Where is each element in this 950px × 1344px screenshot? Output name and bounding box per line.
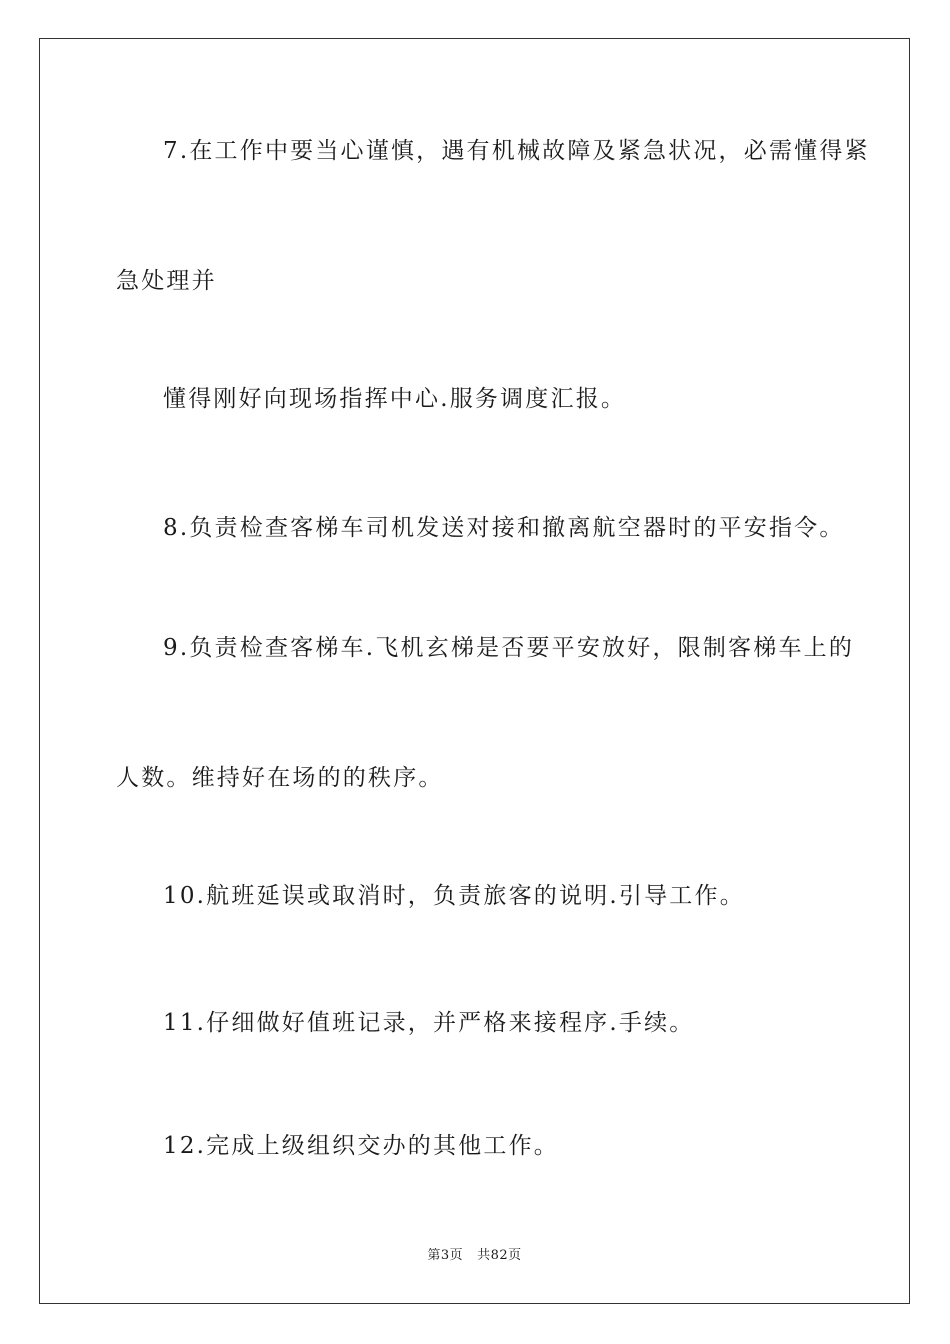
body-line-9: 12.完成上级组织交办的其他工作。 <box>163 1133 559 1159</box>
page-frame <box>39 38 910 1304</box>
page-number: 第3页 <box>427 1248 464 1263</box>
body-line-8: 11.仔细做好值班记录，并严格来接程序.手续。 <box>163 1010 695 1036</box>
body-line-7: 10.航班延误或取消时，负责旅客的说明.引导工作。 <box>163 883 745 909</box>
page-footer <box>40 1247 909 1265</box>
page-total: 共82页 <box>477 1248 522 1263</box>
body-line-6: 人数。维持好在场的的秩序。 <box>116 765 444 791</box>
body-line-5: 9.负责检查客梯车.飞机玄梯是否要平安放好，限制客梯车上的 <box>163 635 855 661</box>
body-line-2: 急处理并 <box>116 268 217 294</box>
body-line-3: 懂得刚好向现场指挥中心.服务调度汇报。 <box>163 386 627 412</box>
body-line-1: 7.在工作中要当心谨慎，遇有机械故障及紧急状况，必需懂得紧 <box>163 138 870 164</box>
body-line-4: 8.负责检查客梯车司机发送对接和撤离航空器时的平安指令。 <box>163 515 845 541</box>
